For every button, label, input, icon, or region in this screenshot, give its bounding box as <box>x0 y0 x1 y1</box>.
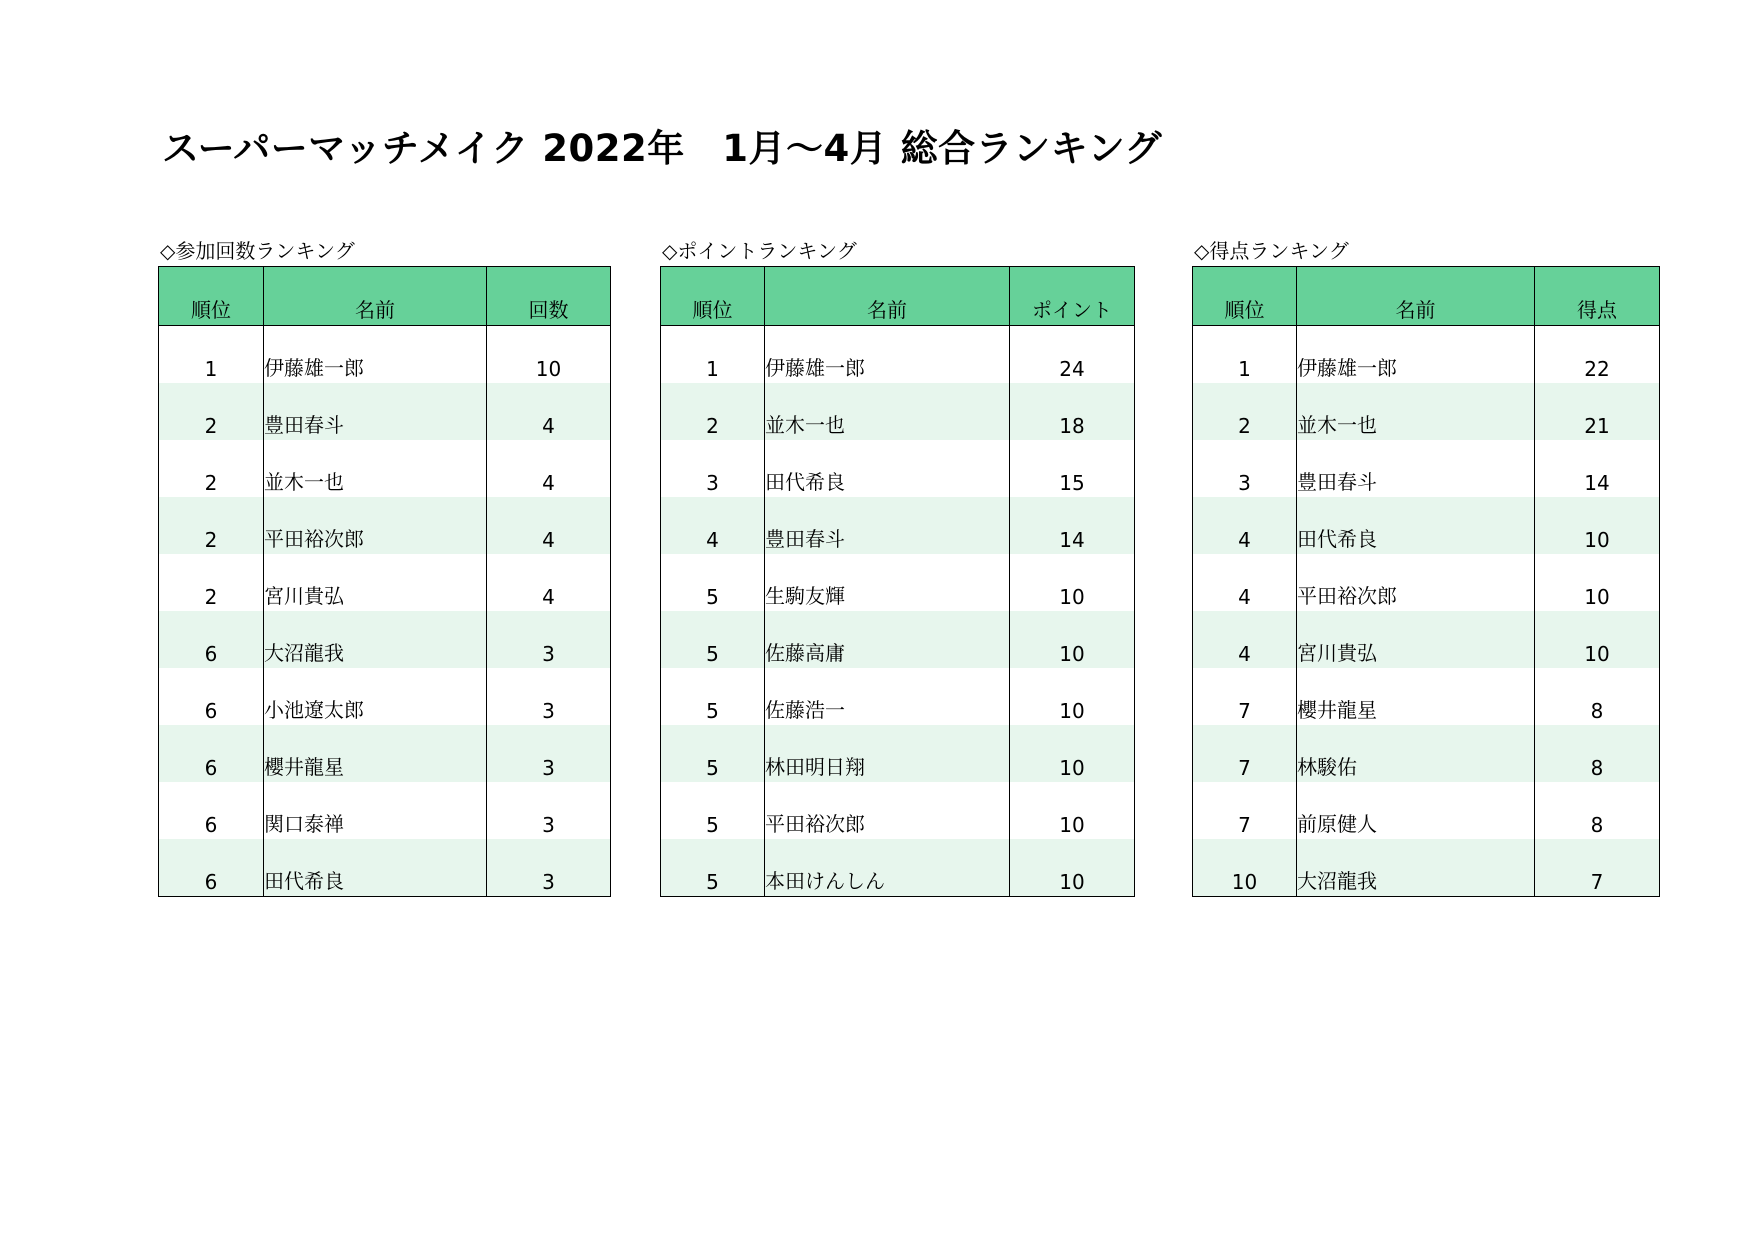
rank-cell: 5 <box>661 782 765 839</box>
value-cell: 14 <box>1010 497 1135 554</box>
name-cell: 田代希良 <box>264 839 487 897</box>
value-cell: 14 <box>1535 440 1660 497</box>
table-row <box>661 839 1135 897</box>
name-cell: 田代希良 <box>1297 497 1535 554</box>
participation-ranking-table <box>158 266 611 897</box>
rank-cell: 2 <box>159 554 264 611</box>
rank-cell: 10 <box>1193 839 1297 897</box>
table-row <box>1193 725 1660 782</box>
header-rank: 順位 <box>661 267 765 326</box>
table-row <box>159 668 611 725</box>
rank-cell: 6 <box>159 839 264 897</box>
table-row <box>1193 554 1660 611</box>
table-body <box>1193 326 1660 897</box>
section-title: ◇得点ランキング <box>1194 239 1349 263</box>
rank-cell: 4 <box>1193 497 1297 554</box>
name-cell: 伊藤雄一郎 <box>765 326 1010 384</box>
value-cell: 8 <box>1535 668 1660 725</box>
table-row <box>661 383 1135 440</box>
rank-cell: 4 <box>1193 554 1297 611</box>
value-cell: 10 <box>1010 782 1135 839</box>
table-row <box>159 440 611 497</box>
page-title: スーパーマッチメイク 2022年 1月～4月 総合ランキング <box>162 127 1162 170</box>
table-row <box>159 497 611 554</box>
name-cell: 林駿佑 <box>1297 725 1535 782</box>
name-cell: 林田明日翔 <box>765 725 1010 782</box>
name-cell: 大沼龍我 <box>264 611 487 668</box>
table-row <box>661 782 1135 839</box>
rank-cell: 2 <box>159 383 264 440</box>
value-cell: 10 <box>487 326 611 384</box>
name-cell: 宮川貴弘 <box>264 554 487 611</box>
table-header-row <box>1193 267 1660 326</box>
name-cell: 伊藤雄一郎 <box>264 326 487 384</box>
table-row <box>661 326 1135 384</box>
rank-cell: 7 <box>1193 668 1297 725</box>
value-cell: 7 <box>1535 839 1660 897</box>
table-row <box>661 554 1135 611</box>
value-cell: 21 <box>1535 383 1660 440</box>
table-row <box>661 440 1135 497</box>
rank-cell: 5 <box>661 668 765 725</box>
rank-cell: 5 <box>661 554 765 611</box>
rank-cell: 7 <box>1193 725 1297 782</box>
rank-cell: 3 <box>1193 440 1297 497</box>
rank-cell: 2 <box>159 497 264 554</box>
rank-cell: 3 <box>661 440 765 497</box>
value-cell: 10 <box>1010 554 1135 611</box>
table-row <box>1193 782 1660 839</box>
rank-cell: 4 <box>1193 611 1297 668</box>
value-cell: 10 <box>1535 554 1660 611</box>
table-row <box>159 725 611 782</box>
name-cell: 並木一也 <box>264 440 487 497</box>
rank-cell: 6 <box>159 611 264 668</box>
value-cell: 8 <box>1535 725 1660 782</box>
table-header-row <box>159 267 611 326</box>
table-row <box>1193 326 1660 384</box>
header-rank: 順位 <box>1193 267 1297 326</box>
value-cell: 3 <box>487 611 611 668</box>
name-cell: 並木一也 <box>765 383 1010 440</box>
name-cell: 関口泰禅 <box>264 782 487 839</box>
rank-cell: 1 <box>661 326 765 384</box>
name-cell: 平田裕次郎 <box>765 782 1010 839</box>
value-cell: 3 <box>487 668 611 725</box>
value-cell: 18 <box>1010 383 1135 440</box>
rank-cell: 5 <box>661 839 765 897</box>
section-title: ◇参加回数ランキング <box>160 239 355 263</box>
table-row <box>661 497 1135 554</box>
section-title: ◇ポイントランキング <box>662 239 857 263</box>
name-cell: 生駒友輝 <box>765 554 1010 611</box>
value-cell: 10 <box>1010 611 1135 668</box>
name-cell: 伊藤雄一郎 <box>1297 326 1535 384</box>
header-points: ポイント <box>1010 267 1135 326</box>
name-cell: 前原健人 <box>1297 782 1535 839</box>
value-cell: 10 <box>1535 497 1660 554</box>
header-count: 回数 <box>487 267 611 326</box>
score-ranking-table <box>1192 266 1660 897</box>
table-row <box>159 839 611 897</box>
name-cell: 宮川貴弘 <box>1297 611 1535 668</box>
table-row <box>1193 839 1660 897</box>
value-cell: 4 <box>487 383 611 440</box>
participation-ranking-section <box>158 236 611 897</box>
name-cell: 佐藤高庸 <box>765 611 1010 668</box>
table-row <box>661 725 1135 782</box>
name-cell: 豊田春斗 <box>264 383 487 440</box>
name-cell: 櫻井龍星 <box>1297 668 1535 725</box>
table-body <box>159 326 611 897</box>
name-cell: 小池遼太郎 <box>264 668 487 725</box>
name-cell: 豊田春斗 <box>1297 440 1535 497</box>
header-rank: 順位 <box>159 267 264 326</box>
rank-cell: 1 <box>159 326 264 384</box>
table-row <box>1193 611 1660 668</box>
rank-cell: 2 <box>159 440 264 497</box>
table-row <box>1193 497 1660 554</box>
name-cell: 平田裕次郎 <box>1297 554 1535 611</box>
header-score: 得点 <box>1535 267 1660 326</box>
rank-cell: 5 <box>661 725 765 782</box>
name-cell: 佐藤浩一 <box>765 668 1010 725</box>
rank-cell: 6 <box>159 782 264 839</box>
table-row <box>1193 668 1660 725</box>
value-cell: 3 <box>487 839 611 897</box>
points-ranking-table <box>660 266 1135 897</box>
table-body <box>661 326 1135 897</box>
table-row <box>661 668 1135 725</box>
value-cell: 10 <box>1010 668 1135 725</box>
rank-cell: 5 <box>661 611 765 668</box>
table-row <box>159 611 611 668</box>
value-cell: 4 <box>487 440 611 497</box>
value-cell: 4 <box>487 554 611 611</box>
table-row <box>159 782 611 839</box>
rank-cell: 1 <box>1193 326 1297 384</box>
table-row <box>159 383 611 440</box>
table-row <box>159 326 611 384</box>
value-cell: 10 <box>1535 611 1660 668</box>
rank-cell: 7 <box>1193 782 1297 839</box>
table-row <box>661 611 1135 668</box>
value-cell: 10 <box>1010 725 1135 782</box>
value-cell: 10 <box>1010 839 1135 897</box>
name-cell: 平田裕次郎 <box>264 497 487 554</box>
value-cell: 24 <box>1010 326 1135 384</box>
value-cell: 15 <box>1010 440 1135 497</box>
name-cell: 豊田春斗 <box>765 497 1010 554</box>
value-cell: 4 <box>487 497 611 554</box>
value-cell: 3 <box>487 782 611 839</box>
table-row <box>159 554 611 611</box>
header-name: 名前 <box>765 267 1010 326</box>
rank-cell: 2 <box>661 383 765 440</box>
rank-cell: 2 <box>1193 383 1297 440</box>
value-cell: 22 <box>1535 326 1660 384</box>
points-ranking-section <box>660 236 1135 897</box>
header-name: 名前 <box>1297 267 1535 326</box>
value-cell: 3 <box>487 725 611 782</box>
name-cell: 櫻井龍星 <box>264 725 487 782</box>
table-row <box>1193 440 1660 497</box>
rank-cell: 6 <box>159 725 264 782</box>
rank-cell: 6 <box>159 668 264 725</box>
header-name: 名前 <box>264 267 487 326</box>
name-cell: 大沼龍我 <box>1297 839 1535 897</box>
rank-cell: 4 <box>661 497 765 554</box>
score-ranking-section <box>1192 236 1660 897</box>
name-cell: 田代希良 <box>765 440 1010 497</box>
table-header-row <box>661 267 1135 326</box>
name-cell: 並木一也 <box>1297 383 1535 440</box>
name-cell: 本田けんしん <box>765 839 1010 897</box>
table-row <box>1193 383 1660 440</box>
value-cell: 8 <box>1535 782 1660 839</box>
